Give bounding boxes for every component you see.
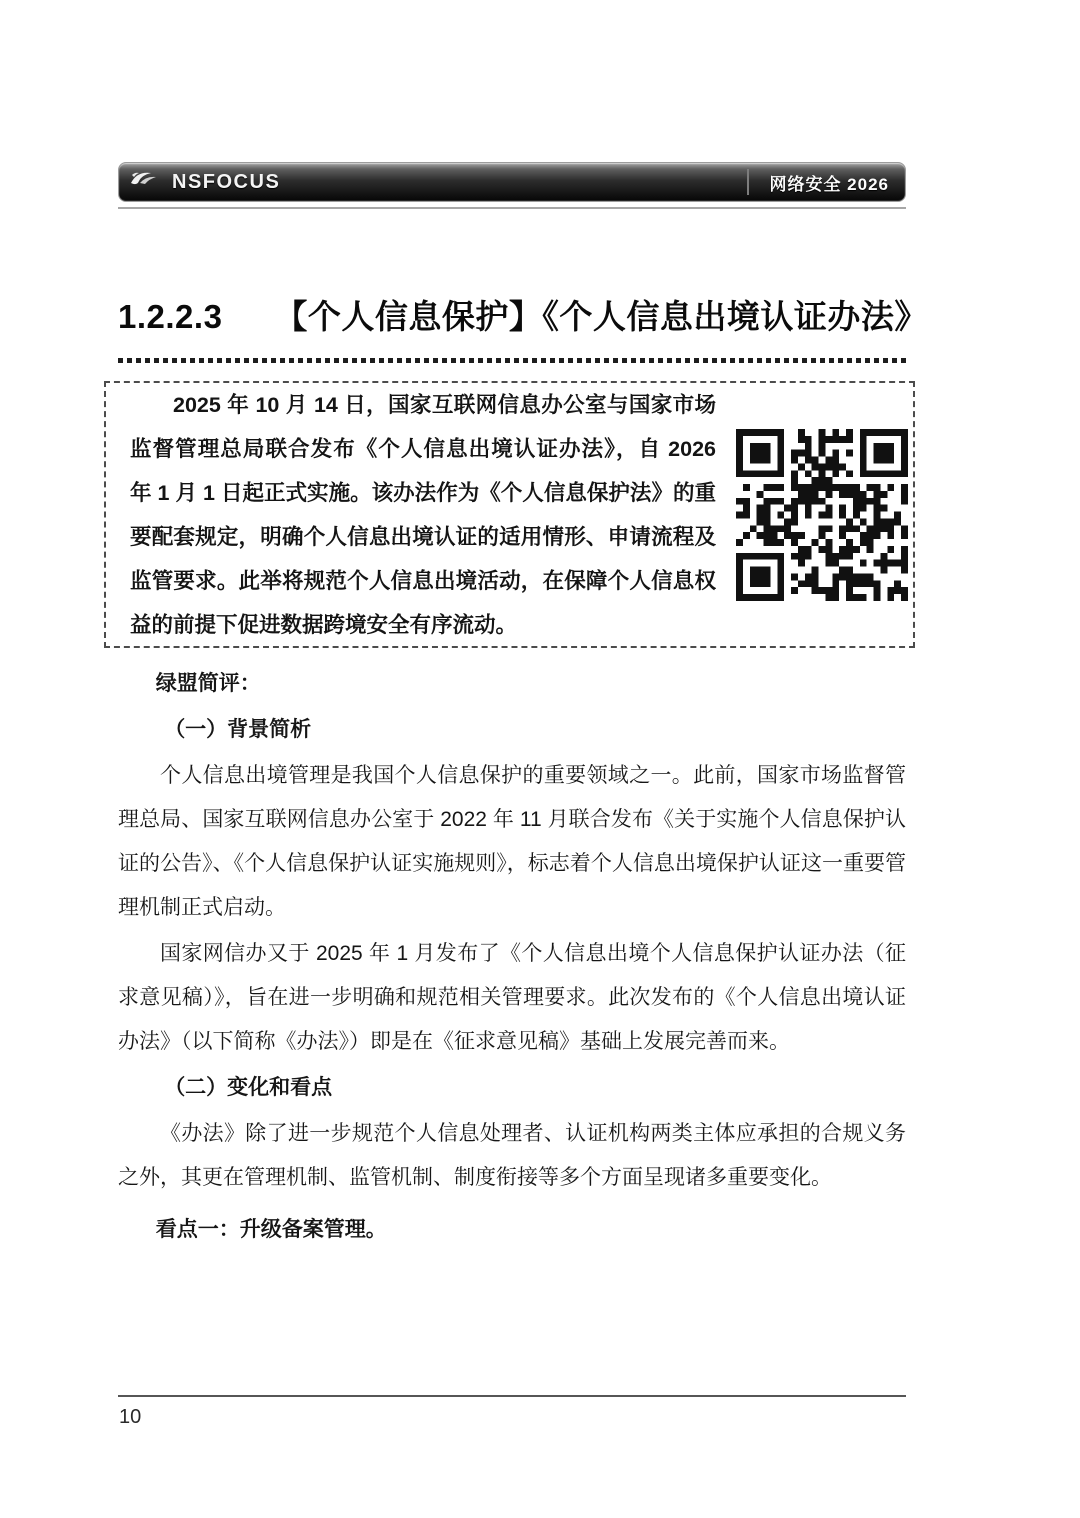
heading-background: （一）背景简析	[164, 718, 312, 741]
header-bar	[118, 162, 906, 202]
header-edition-badge	[747, 169, 889, 195]
nsfocus-logo	[129, 168, 280, 197]
nsfocus-logo-text: NSFOCUS	[172, 170, 281, 193]
section-title-text: 【个人信息保护】《个人信息出境认证办法》	[274, 298, 928, 335]
footer-rule	[118, 1395, 906, 1397]
header-edition-label: 网络安全 2026	[769, 174, 889, 194]
highlight-point-one: 看点一：升级备案管理。	[155, 1218, 387, 1241]
qr-code-icon	[736, 429, 908, 601]
commentary-label: 绿盟简评：	[155, 672, 261, 695]
summary-text: 2025 年 10 月 14 日，国家互联网信息办公室与国家市场监督管理总局联合发布《个人信息出境认证办法》，自 2026 年 1 月 1 日起正式实施。该办法作为《个人信息保护法》的重要配套规定，明确个人信息出境认证的适用情形、申请流程及监管要求。此举将规范个人信息出境活动，在保障个人信息权益的前提下促进数据跨境安全有序流动。	[130, 392, 716, 637]
paragraph: 个人信息出境管理是我国个人信息保护的重要领域之一。此前，国家市场监督管理总局、国家互联网信息办公室于 2022 年 11 月联合发布《关于实施个人信息保护认证的公告》、《个人信息保护认证实施规则》，标志着个人信息出境保护认证这一重要管理机制正式启动。	[118, 764, 906, 919]
heading-changes: （二）变化和看点	[164, 1076, 333, 1099]
paragraph: 国家网信办又于 2025 年 1 月发布了《个人信息出境个人信息保护认证办法（征求意见稿）》，旨在进一步明确和规范相关管理要求。此次发布的《个人信息出境认证办法》（以下简称《办法》）即是在《征求意见稿》基础上发展完善而来。	[118, 942, 906, 1053]
summary-box	[104, 381, 915, 648]
paragraph: 《办法》除了进一步规范个人信息处理者、认证机构两类主体应承担的合规义务之外，其更在管理机制、监管机制、制度衔接等多个方面呈现诸多重要变化。	[118, 1122, 906, 1189]
page-number: 10	[119, 1406, 142, 1428]
section-title	[118, 293, 928, 341]
header-underline	[118, 207, 906, 209]
title-dotted-rule	[118, 358, 906, 363]
section-number: 1.2.2.3	[118, 298, 223, 335]
commentary-body	[118, 662, 906, 1252]
nsfocus-bird-icon	[129, 168, 165, 197]
